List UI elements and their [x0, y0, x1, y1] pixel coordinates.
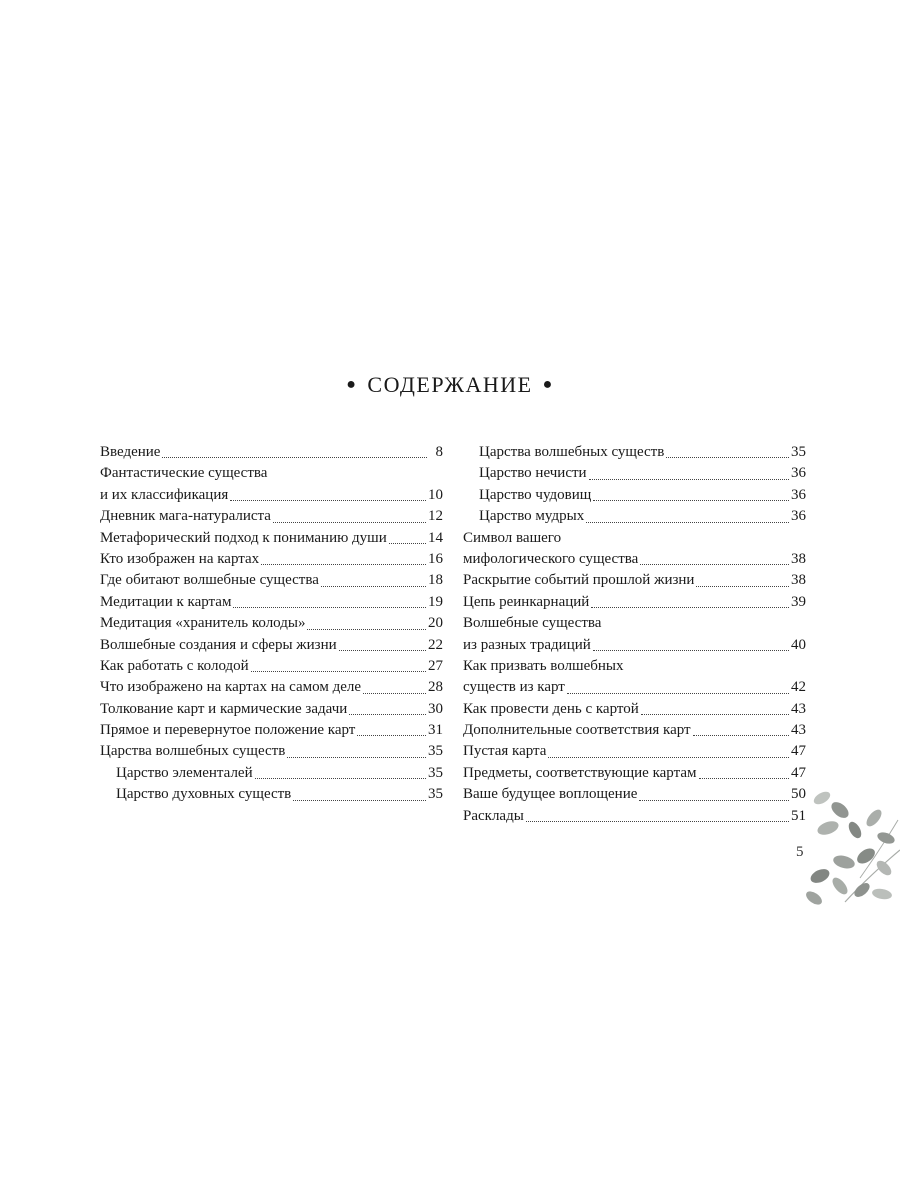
- toc-entry-title: Кто изображен на картах: [100, 550, 260, 567]
- toc-entry-page: 50: [791, 786, 806, 803]
- toc-entry: [100, 699, 443, 720]
- toc-entry: [463, 485, 806, 506]
- toc-entry-title: Царство чудовищ: [479, 486, 592, 503]
- bullet-icon: ●: [542, 376, 554, 393]
- dot-leader: [699, 778, 790, 779]
- dot-leader: [589, 479, 789, 480]
- toc-entry: [100, 528, 443, 549]
- toc-entry: [463, 613, 806, 634]
- dot-leader: [639, 800, 789, 801]
- toc-entry-title: мифологического существа: [463, 550, 639, 567]
- toc-entry-title: существ из карт: [463, 679, 565, 696]
- toc-entry-page: 43: [791, 700, 806, 717]
- dot-leader: [287, 757, 426, 758]
- page-title: [0, 372, 900, 398]
- toc-entry-title: Волшебные существа: [463, 615, 602, 632]
- toc-entry-page: 28: [428, 679, 443, 696]
- toc-entry: [463, 549, 806, 570]
- toc-entry: [100, 677, 443, 698]
- toc-entry: [100, 741, 443, 762]
- toc-entry-title: Раскрытие событий прошлой жизни: [463, 572, 695, 589]
- toc-entry: [463, 463, 806, 484]
- toc-entry-page: 39: [791, 593, 806, 610]
- toc-entry-title: Что изображено на картах на самом деле: [100, 679, 362, 696]
- toc-entry-title: Царства волшебных существ: [100, 743, 286, 760]
- toc-entry: [100, 784, 443, 805]
- toc-entry-title: Фантастические существа: [100, 465, 268, 482]
- toc-entry-title: Введение: [100, 444, 161, 460]
- toc-entry-title: Медитации к картам: [100, 593, 232, 610]
- bullet-icon: ●: [346, 376, 358, 393]
- toc-entry-title: Метафорический подход к пониманию души: [100, 529, 387, 546]
- toc-entry-page: 38: [791, 550, 806, 567]
- dot-leader: [230, 500, 426, 501]
- toc-entry-title: Расклады: [463, 807, 524, 824]
- toc-entry: [100, 763, 443, 784]
- toc-entry-page: 10: [428, 486, 443, 503]
- toc-entry: [463, 442, 806, 463]
- toc-entry: [463, 763, 806, 784]
- toc-entry-title: и их классификация: [100, 486, 229, 503]
- toc-entry-title: Дневник мага-натуралиста: [100, 508, 271, 525]
- dot-leader: [339, 650, 426, 651]
- toc-entry-title: Царство духовных существ: [116, 786, 292, 803]
- dot-leader: [293, 800, 426, 801]
- toc-entry-page: 38: [791, 572, 806, 589]
- dot-leader: [255, 778, 426, 779]
- toc-entry-page: 19: [428, 593, 443, 610]
- toc-entry-page: 47: [791, 743, 806, 760]
- toc-entry-title: Как призвать волшебных: [463, 657, 624, 674]
- toc-entry: [100, 656, 443, 677]
- toc-entry: [463, 784, 806, 805]
- toc-entry: [100, 549, 443, 570]
- dot-leader: [162, 457, 427, 458]
- toc-entry-title: Дополнительные соответствия карт: [463, 722, 691, 739]
- toc-entry: [463, 699, 806, 720]
- toc-entry: [100, 720, 443, 741]
- dot-leader: [640, 564, 789, 565]
- dot-leader: [586, 522, 789, 523]
- toc-entry-page: 35: [791, 444, 806, 460]
- dot-leader: [233, 607, 426, 608]
- page-number: 5: [796, 844, 804, 860]
- toc-entry-page: 36: [791, 465, 806, 482]
- dot-leader: [591, 607, 789, 608]
- toc-entry-title: Царство элементалей: [116, 764, 253, 781]
- dot-leader: [593, 650, 789, 651]
- toc-entry-title: из разных традиций: [463, 636, 591, 653]
- toc-entry-page: 8: [435, 444, 443, 460]
- dot-leader: [526, 821, 789, 822]
- toc-entry-page: 31: [428, 722, 443, 739]
- dot-leader: [696, 586, 789, 587]
- toc-entry-page: 18: [428, 572, 443, 589]
- toc-entry-title: Царство мудрых: [479, 508, 585, 525]
- toc-left-column: [100, 442, 443, 806]
- title-text: СОДЕРЖАНИЕ: [367, 372, 533, 397]
- dot-leader: [641, 714, 789, 715]
- toc-entry-page: 27: [428, 657, 443, 674]
- dot-leader: [307, 629, 426, 630]
- dot-leader: [548, 757, 789, 758]
- dot-leader: [693, 735, 789, 736]
- toc-entry-page: 36: [791, 508, 806, 525]
- toc-entry-title: Символ вашего: [463, 529, 562, 546]
- toc-entry-page: 35: [428, 786, 443, 803]
- dot-leader: [261, 564, 426, 565]
- toc-entry: [100, 463, 443, 484]
- toc-entry-title: Предметы, соответствующие картам: [463, 764, 697, 781]
- toc-entry: [463, 506, 806, 527]
- toc-entry: [463, 806, 806, 827]
- toc-entry-page: 47: [791, 764, 806, 781]
- toc-entry-title: Царство нечисти: [479, 465, 587, 482]
- toc-entry-title: Как работать с колодой: [100, 657, 249, 674]
- toc-entry-page: 42: [791, 679, 806, 696]
- toc-entry: [100, 635, 443, 656]
- leaves-decoration-icon: [800, 790, 900, 912]
- toc-entry: [100, 485, 443, 506]
- toc-entry-page: 43: [791, 722, 806, 739]
- toc-entry-title: Царства волшебных существ: [479, 444, 665, 460]
- toc-entry-title: Прямое и перевернутое положение карт: [100, 722, 356, 739]
- dot-leader: [666, 457, 789, 458]
- toc-entry-page: 51: [791, 807, 806, 824]
- toc-entry: [463, 720, 806, 741]
- dot-leader: [593, 500, 789, 501]
- toc-entry-page: 22: [428, 636, 443, 653]
- toc-entry-title: Пустая карта: [463, 743, 547, 760]
- toc-entry-page: 16: [428, 550, 443, 567]
- toc-entry: [463, 528, 806, 549]
- dot-leader: [251, 671, 426, 672]
- toc-entry: [100, 442, 443, 463]
- toc-entry: [463, 741, 806, 762]
- toc-entry: [463, 570, 806, 591]
- toc-entry-title: Как провести день с картой: [463, 700, 639, 717]
- dot-leader: [273, 522, 426, 523]
- toc-entry-page: 36: [791, 486, 806, 503]
- dot-leader: [349, 714, 426, 715]
- dot-leader: [363, 693, 426, 694]
- toc-entry: [463, 656, 806, 677]
- dot-leader: [567, 693, 789, 694]
- toc-entry: [463, 592, 806, 613]
- toc-entry: [100, 570, 443, 591]
- toc-entry-title: Ваше будущее воплощение: [463, 786, 638, 803]
- toc-entry-page: 35: [428, 743, 443, 760]
- toc-entry: [463, 635, 806, 656]
- toc-entry: [100, 592, 443, 613]
- toc-entry-title: Толкование карт и кармические задачи: [100, 700, 348, 717]
- dot-leader: [357, 735, 426, 736]
- toc-entry: [100, 613, 443, 634]
- toc-entry-page: 14: [428, 529, 443, 546]
- toc-entry-title: Волшебные создания и сферы жизни: [100, 636, 337, 653]
- toc-entry-page: 35: [428, 764, 443, 781]
- toc-entry-title: Медитация «хранитель колоды»: [100, 615, 306, 632]
- toc-entry-page: 30: [428, 700, 443, 717]
- toc-right-column: [463, 442, 806, 827]
- toc-entry-title: Цепь реинкарнаций: [463, 593, 590, 610]
- toc-entry-page: 20: [428, 615, 443, 632]
- dot-leader: [389, 543, 426, 544]
- toc-entry-page: 40: [791, 636, 806, 653]
- toc-entry: [100, 506, 443, 527]
- dot-leader: [321, 586, 426, 587]
- toc-entry-page: 12: [428, 508, 443, 525]
- toc-entry-title: Где обитают волшебные существа: [100, 572, 319, 589]
- toc-entry: [463, 677, 806, 698]
